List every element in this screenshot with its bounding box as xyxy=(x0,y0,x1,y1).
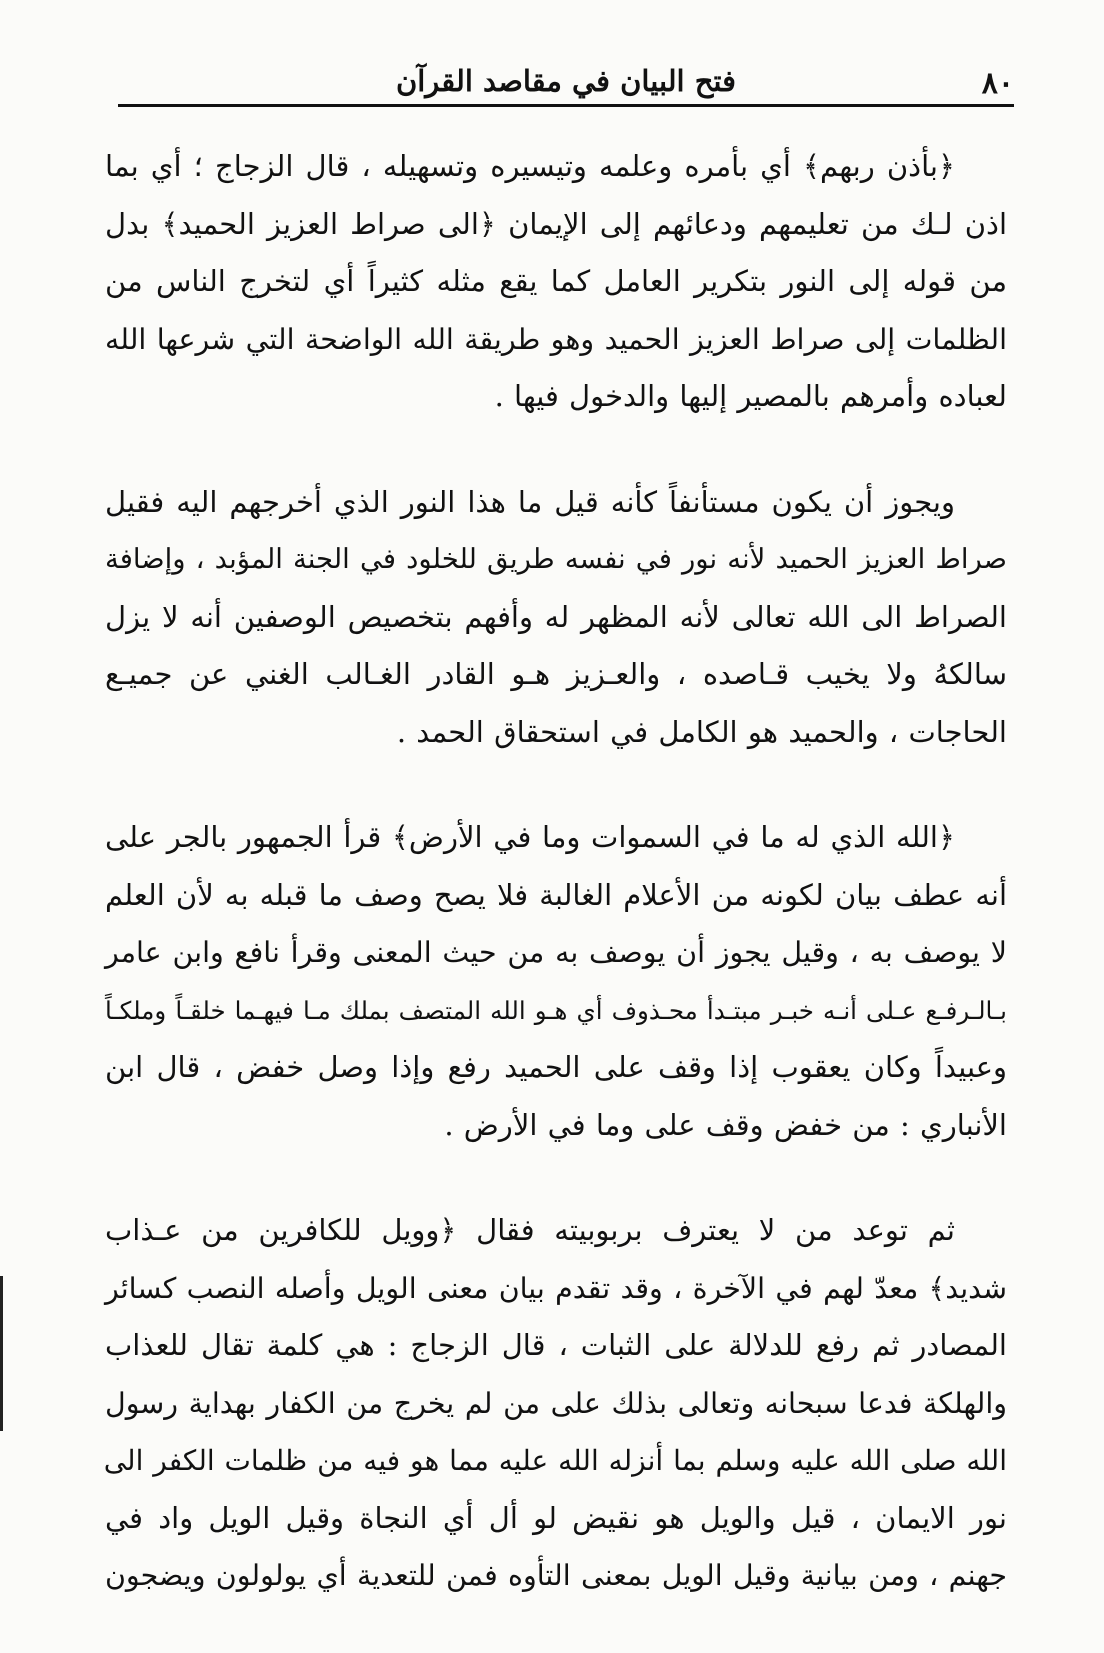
running-title: فتح البيان في مقاصد القرآن xyxy=(395,64,737,98)
paragraph xyxy=(105,474,1007,762)
text-line: لعباده وأمرهم بالمصير إليها والدخول فيها . xyxy=(494,379,1007,413)
text-line: أنه عطف بيان لكونه من الأعلام الغالبة فلا يصح وصف ما قبله به لأن العلم xyxy=(105,877,1007,912)
text-line: صراط العزيز الحميد لأنه نور في نفسه طريق للخلود في الجنة المؤبد ، وإضافة xyxy=(105,543,1007,575)
text-line: وعبيداً وكان يعقوب إذا وقف على الحميد رفع وإذا وصل خفض ، قال ابن xyxy=(105,1050,1007,1084)
paragraph xyxy=(105,809,1007,1154)
text-line: اذن لـك من تعليمهم ودعائهم إلى الإيمان ﴿الى صراط العزيز الحميد﴾ بدل xyxy=(105,206,1007,241)
text-line: ثم توعد من لا يعترف بربوبيته فقال ﴿وويل للكافرين من عـذاب xyxy=(105,1213,955,1247)
page-number: ٨٠ xyxy=(981,66,1014,101)
text-line: لا يوصف به ، وقيل يجوز أن يوصف به من حيث المعنى وقرأ نافع وابن عامر xyxy=(105,936,1007,969)
text-line: الله صلى الله عليه وسلم بما أنزله الله عليه مما هو فيه من ظلمات الكفر الى xyxy=(103,1444,1007,1477)
text-line: جهنم ، ومن بيانية وقيل الويل بمعنى التأوه فمن للتعدية أي يولولون ويضجون xyxy=(105,1559,1007,1592)
text-line: شديد﴾ معدّ لهم في الآخرة ، وقد تقدم بيان معنى الويل وأصله النصب كسائر xyxy=(105,1271,1007,1305)
text-line: ويجوز أن يكون مستأنفاً كأنه قيل ما هذا النور الذي أخرجهم اليه فقيل xyxy=(105,484,955,519)
text-line: نور الايمان ، قيل والويل هو نقيض لو أل أي النجاة وقيل الويل واد في xyxy=(105,1500,1007,1535)
text-line: بـالـرفـع عـلى أنـه خبـر مبتـدأ محـذوف أي هـو الله المتصف بملك مـا فيهـما خلقـاً وملكـاً xyxy=(105,995,1007,1025)
text-line: ﴿الله الذي له ما في السموات وما في الأرض﴾ قرأ الجمهور بالجر على xyxy=(105,820,955,854)
paragraph xyxy=(105,1202,1007,1605)
header-rule xyxy=(118,104,1014,107)
text-line: الحاجات ، والحميد هو الكامل في استحقاق الحمد . xyxy=(396,714,1007,749)
text-line: الصراط الى الله تعالى لأنه المظهر له وأفهم بتخصيص الوصفين أنه لا يزل xyxy=(105,599,1007,634)
scan-edge-mark xyxy=(0,1276,3,1431)
paragraph xyxy=(105,138,1007,426)
text-line: من قوله إلى النور بتكرير العامل كما يقع مثله كثيراً أي لتخرج الناس من xyxy=(105,264,1007,298)
page-header xyxy=(118,62,1014,106)
text-line: المصادر ثم رفع للدلالة على الثبات ، قال الزجاج : هي كلمة تقال للعذاب xyxy=(105,1328,1007,1362)
page-body xyxy=(105,138,1007,1653)
text-line: والهلكة فدعا سبحانه وتعالى بذلك على من لم يخرج من الكفار بهداية رسول xyxy=(105,1386,1007,1420)
text-line: ﴿بأذن ربهم﴾ أي بأمره وعلمه وتيسيره وتسهيله ، قال الزجاج ؛ أي بما xyxy=(105,149,955,183)
text-line: الظلمات إلى صراط العزيز الحميد وهو طريقة الله الواضحة التي شرعها الله xyxy=(105,322,1007,356)
text-line: سالكهُ ولا يخيب قـاصده ، والعـزيز هـو القادر الغـالب الغني عن جميـع xyxy=(105,657,1007,691)
text-line: الأنباري : من خفض وقف على وما في الأرض . xyxy=(444,1107,1007,1142)
